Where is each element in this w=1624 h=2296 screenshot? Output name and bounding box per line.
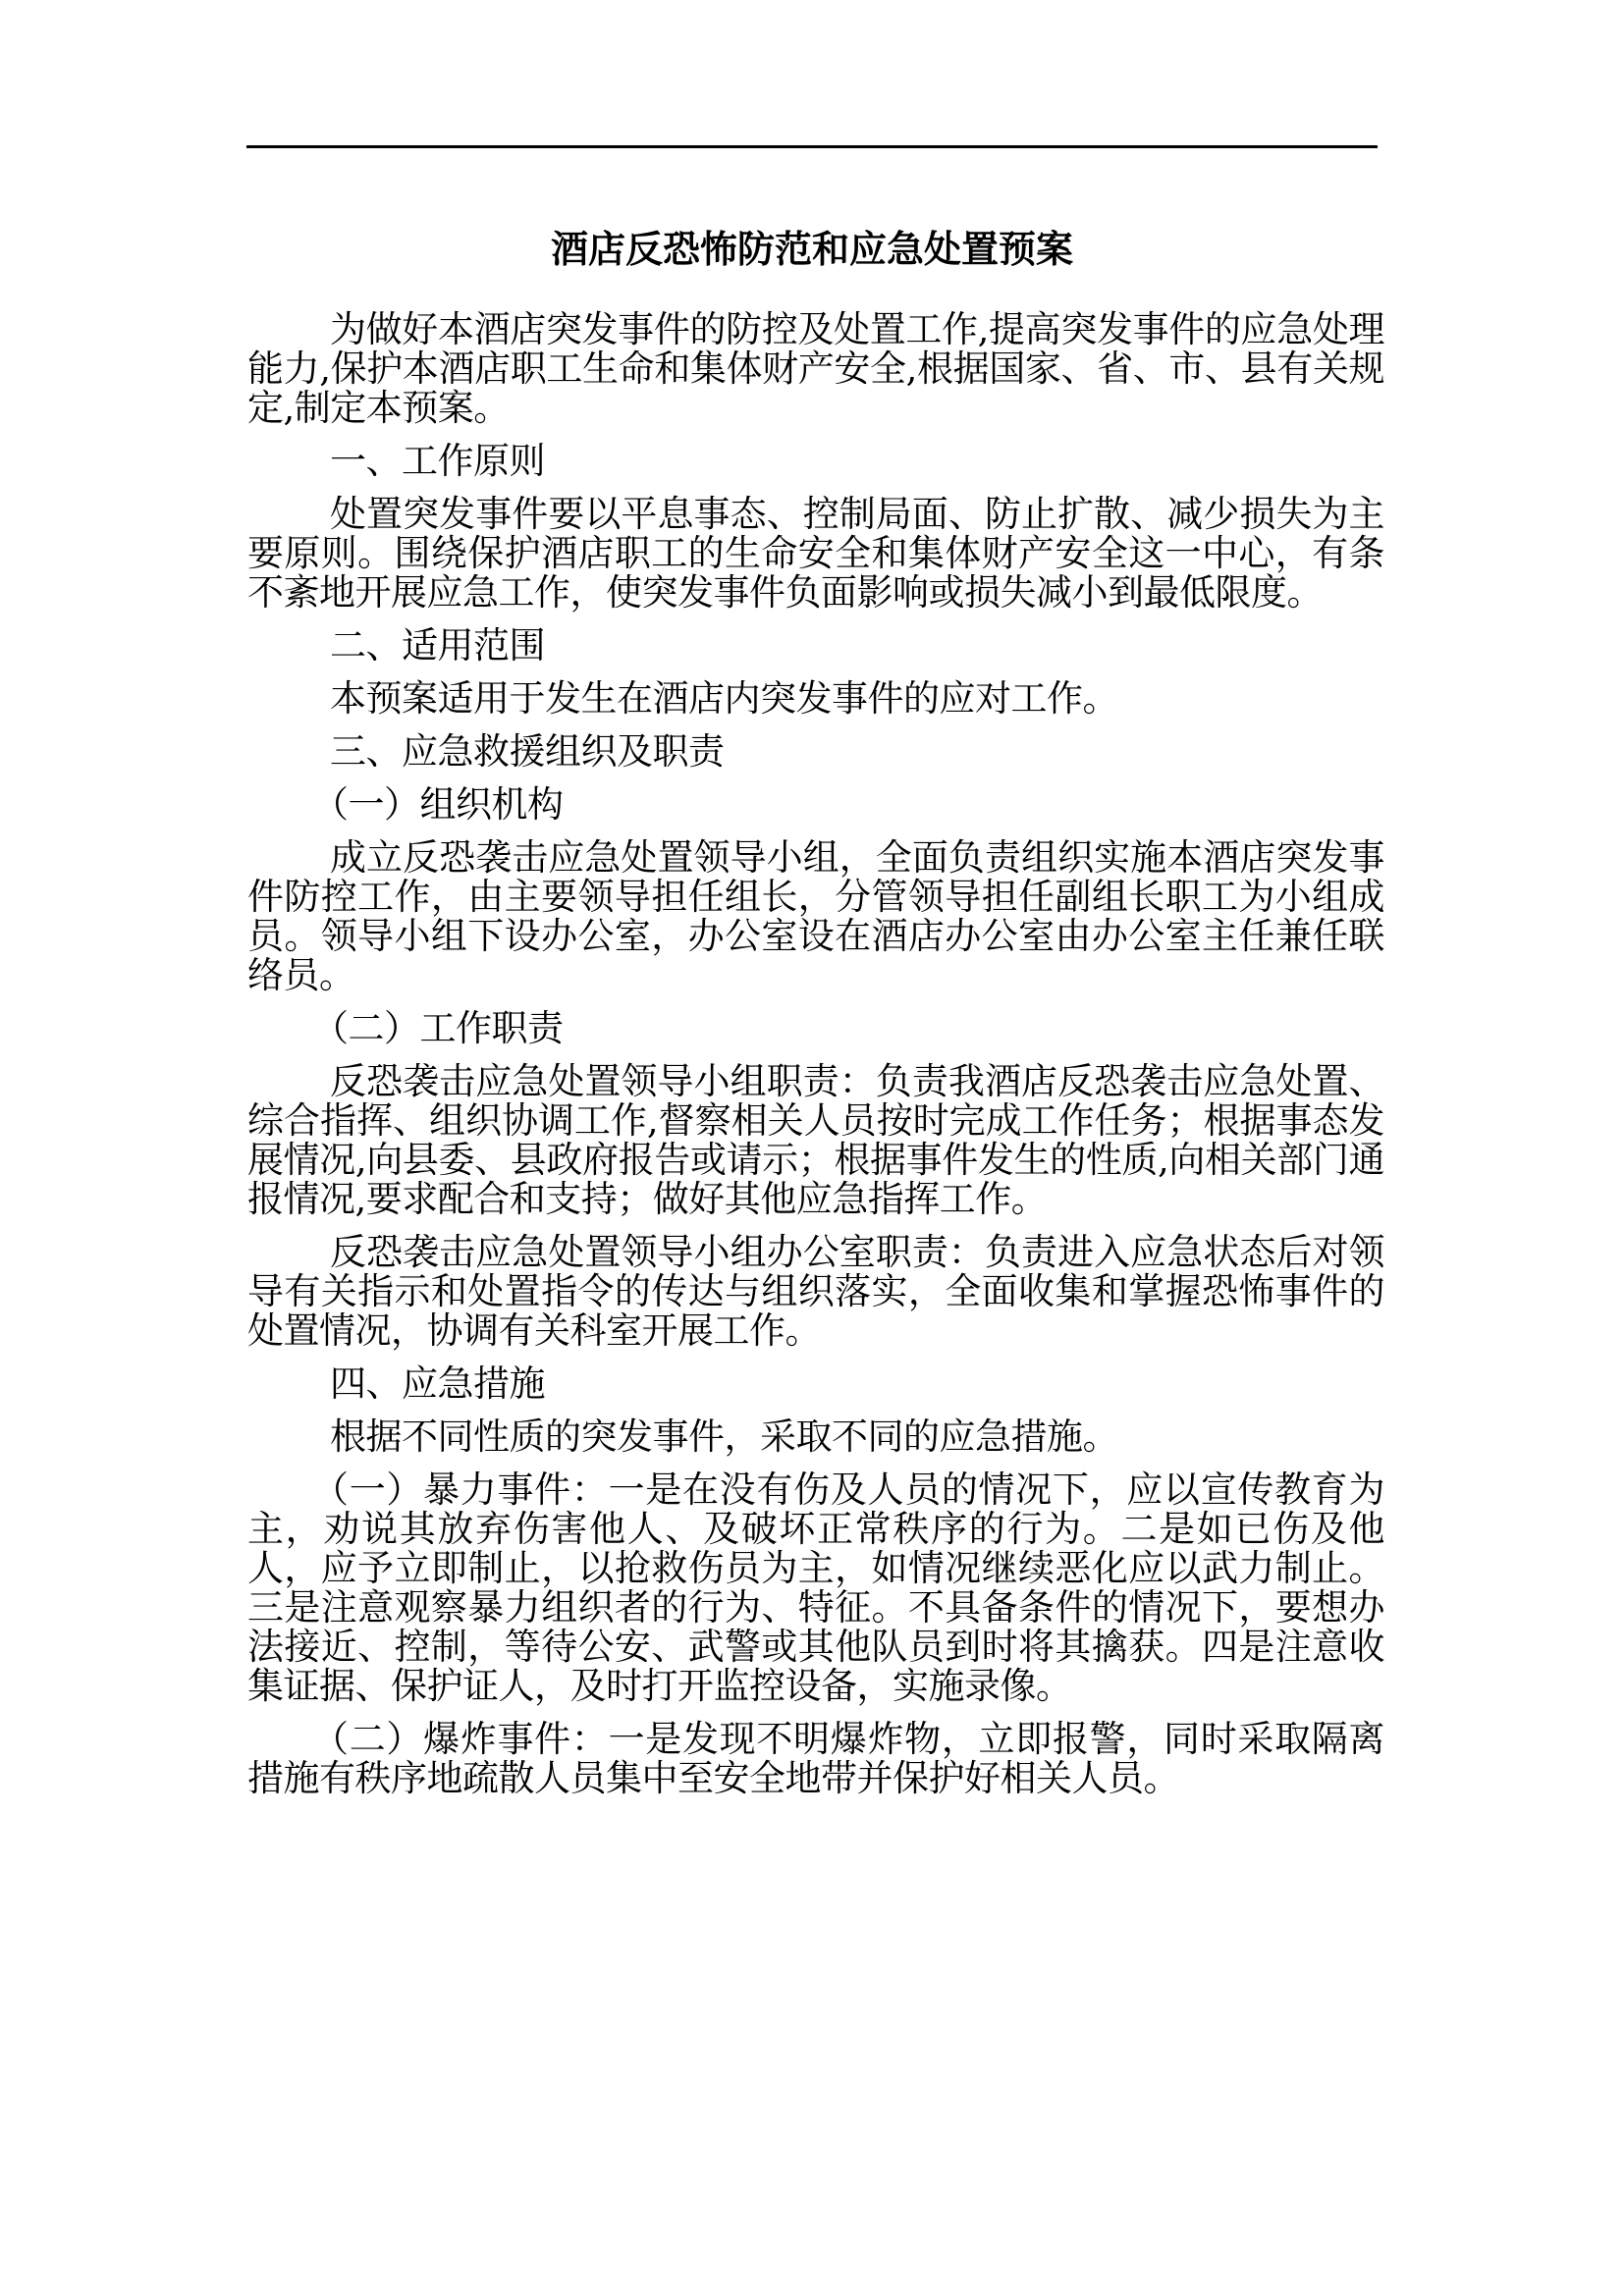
heading-work-principles: 一、工作原则 xyxy=(330,440,545,482)
paragraph-violent-incidents: （一）暴力事件：一是在没有伤及人员的情况下，应以宣传教育为主，劝说其放弃伤害他人、及破坏正常秩序的行为。二是如已伤及他人，应予立即制止，以抢救伤员为主，如情况继续恶化应以武力制止。三是注意观察暴力组织者的行为、特征。不具备条件的情况下，要想办法接近、控制，等待公安、武警或其他队员到时将其擒获。四是注意收集证据、保护证人，及时打开监控设备，实施录像。 xyxy=(247,1468,1384,1707)
heading-scope: 二、适用范围 xyxy=(330,624,545,667)
paragraph-explosion-incidents: （二）爆炸事件：一是发现不明爆炸物，立即报警，同时采取隔离措施有秩序地疏散人员集中至安全地带并保护好相关人员。 xyxy=(247,1718,1384,1799)
paragraph-principles: 处置突发事件要以平息事态、控制局面、防止扩散、减少损失为主要原则。围绕保护酒店职工的生命安全和集体财产安全这一中心，有条不紊地开展应急工作，使突发事件负面影响或损失减小到最低限度。 xyxy=(247,493,1384,614)
paragraph-office-duties: 反恐袭击应急处置领导小组办公室职责：负责进入应急状态后对领导有关指示和处置指令的传达与组织落实，全面收集和掌握恐怖事件的处置情况，协调有关科室开展工作。 xyxy=(247,1231,1384,1352)
paragraph-intro: 为做好本酒店突发事件的防控及处置工作,提高突发事件的应急处理能力,保护本酒店职工生命和集体财产安全,根据国家、省、市、县有关规定,制定本预案。 xyxy=(247,308,1384,429)
header-rule xyxy=(246,145,1378,148)
heading-emergency-measures: 四、应急措施 xyxy=(330,1362,545,1405)
subheading-organization: （一）组织机构 xyxy=(312,783,564,826)
paragraph-scope: 本预案适用于发生在酒店内突发事件的应对工作。 xyxy=(330,677,1118,720)
paragraph-measures-intro: 根据不同性质的突发事件，采取不同的应急措施。 xyxy=(330,1415,1118,1458)
paragraph-leadership-duties: 反恐袭击应急处置领导小组职责：负责我酒店反恐袭击应急处置、综合指挥、组织协调工作,督察相关人员按时完成工作任务；根据事态发展情况,向县委、县政府报告或请示；根据事件发生的性质,向相关部门通报情况,要求配合和支持；做好其他应急指挥工作。 xyxy=(247,1060,1384,1220)
paragraph-organization: 成立反恐袭击应急处置领导小组，全面负责组织实施本酒店突发事件防控工作，由主要领导担任组长，分管领导担任副组长职工为小组成员。领导小组下设办公室，办公室设在酒店办公室由办公室主任兼任联络员。 xyxy=(247,836,1384,996)
subheading-duties: （二）工作职责 xyxy=(312,1007,564,1049)
document-title: 酒店反恐怖防范和应急处置预案 xyxy=(550,228,1073,271)
document-body xyxy=(247,310,1384,1812)
heading-organization-duties: 三、应急救援组织及职责 xyxy=(330,730,725,773)
